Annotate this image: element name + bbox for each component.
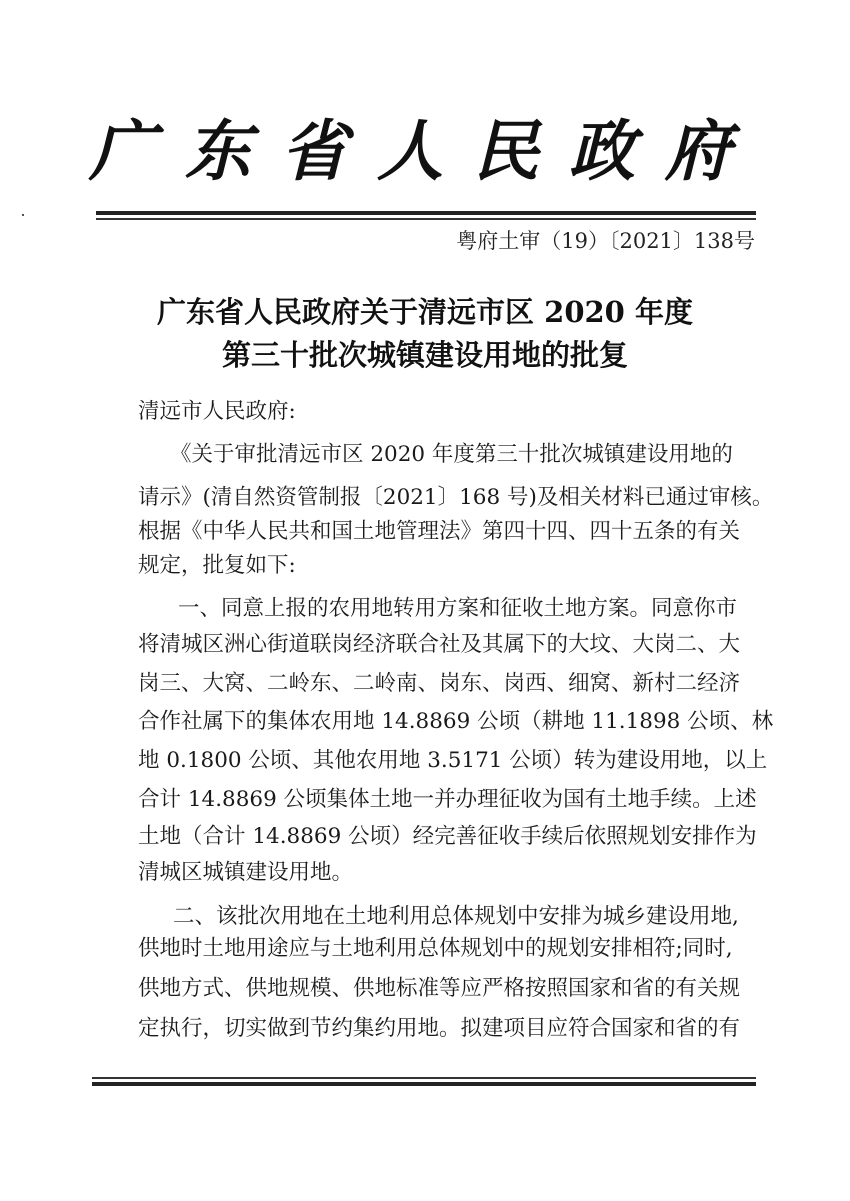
scan-speck bbox=[22, 214, 24, 216]
salutation: 清远市人民政府: bbox=[138, 399, 296, 424]
body-line: 二、该批次用地在土地利用总体规划中安排为城乡建设用地, bbox=[173, 904, 739, 929]
body-line: 规定，批复如下: bbox=[138, 553, 296, 578]
header-rule-thin bbox=[96, 218, 756, 220]
title-line-1: 广东省人民政府关于清远市区 2020 年度 bbox=[157, 295, 693, 329]
body-line: 供地方式、供地规模、供地标准等应严格按照国家和省的有关规 bbox=[138, 976, 741, 1001]
body-line: 岗三、大窝、二岭东、二岭南、岗东、岗西、细窝、新村二经济 bbox=[138, 671, 741, 696]
body-line: 合计 14.8869 公顷集体土地一并办理征收为国有土地手续。上述 bbox=[138, 787, 757, 812]
body-line: 合作社属下的集体农用地 14.8869 公顷（耕地 11.1898 公顷、林 bbox=[138, 709, 774, 734]
issuer-masthead: 广东省人民政府 bbox=[89, 112, 761, 190]
body-line: 地 0.1800 公顷、其他农用地 3.5171 公顷）转为建设用地，以上 bbox=[138, 748, 768, 773]
body-line: 请示》(清自然资管制报〔2021〕168 号)及相关材料已通过审核。 bbox=[138, 485, 774, 510]
footer-rule-thin bbox=[92, 1077, 756, 1079]
body-line: 供地时土地用途应与土地利用总体规划中的规划安排相符;同时, bbox=[138, 936, 733, 961]
body-line: 根据《中华人民共和国土地管理法》第四十四、四十五条的有关 bbox=[138, 519, 741, 544]
body-line: 一、同意上报的农用地转用方案和征收土地方案。同意你市 bbox=[178, 596, 738, 621]
body-line: 定执行，切实做到节约集约用地。拟建项目应符合国家和省的有 bbox=[138, 1016, 741, 1041]
body-line: 《关于审批清远市区 2020 年度第三十批次城镇建设用地的 bbox=[170, 442, 733, 467]
header-rule-thick bbox=[96, 211, 756, 215]
body-line: 将清城区洲心街道联岗经济联合社及其属下的大坟、大岗二、大 bbox=[138, 632, 741, 657]
document-number: 粤府土审（19）〔2021〕138号 bbox=[456, 229, 755, 253]
footer-rule-thick bbox=[92, 1082, 756, 1086]
body-line: 土地（合计 14.8869 公顷）经完善征收手续后依照规划安排作为 bbox=[138, 824, 757, 849]
title-line-2: 第三十批次城镇建设用地的批复 bbox=[221, 338, 628, 372]
body-line: 清城区城镇建设用地。 bbox=[138, 860, 354, 885]
